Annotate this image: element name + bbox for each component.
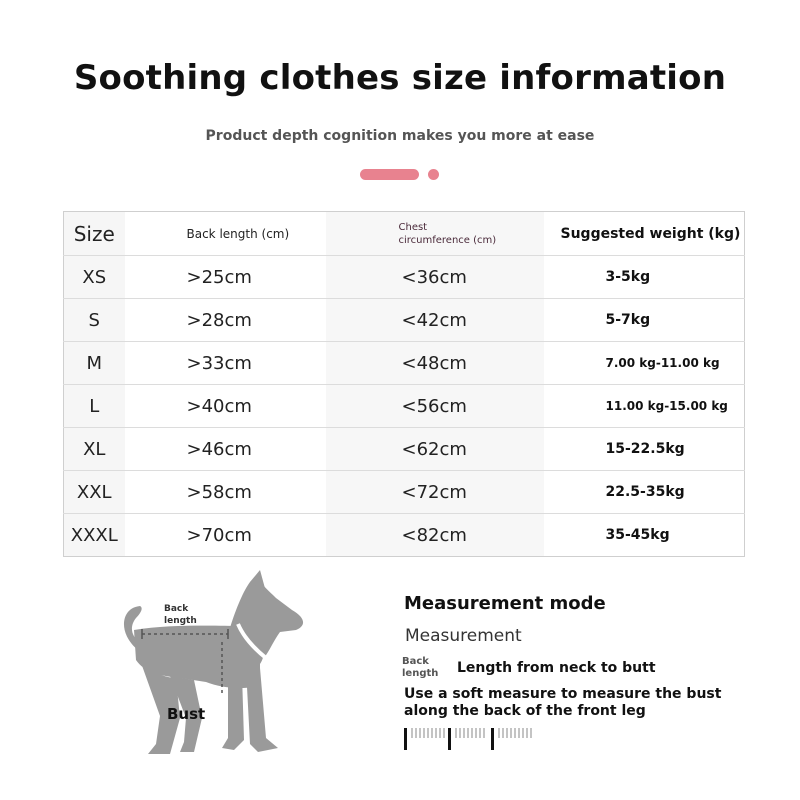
back-length-label: [164, 603, 197, 627]
measurement-length-text: Length from neck to butt: [457, 660, 656, 676]
cell-weight: 35-45kg: [605, 527, 670, 543]
header-back-length: Back length (cm): [125, 212, 326, 256]
table-row: [64, 256, 745, 299]
table-row: [64, 428, 745, 471]
cell-size: L: [64, 385, 125, 428]
cell-back: >70cm: [186, 524, 252, 546]
bust-label: Bust: [167, 705, 206, 723]
cell-size: M: [64, 342, 125, 385]
cell-back: >28cm: [125, 299, 326, 342]
cell-chest: <56cm: [326, 385, 544, 428]
cell-chest: <72cm: [326, 471, 544, 514]
measurement-back-label: [402, 656, 438, 680]
measurement-subtitle: Measurement: [405, 626, 522, 646]
page-title: Soothing clothes size information: [73, 58, 727, 98]
cell-chest: <62cm: [326, 428, 544, 471]
table-row: [64, 342, 745, 385]
cell-size: XXL: [64, 471, 125, 514]
cell-size: XXXL: [64, 514, 125, 557]
cell-size: S: [64, 299, 125, 342]
table-row: [64, 385, 745, 428]
back-length-label-line2: length: [164, 616, 197, 626]
size-table: [63, 211, 745, 557]
cell-back: >46cm: [125, 428, 326, 471]
ruler-icon: [404, 726, 544, 752]
cell-back: >33cm: [125, 342, 326, 385]
cell-chest: <82cm: [326, 514, 544, 557]
cell-size: XL: [64, 428, 125, 471]
table-row: [64, 514, 745, 557]
accent-pill: [360, 169, 419, 180]
cell-weight-text: 3-5kg: [605, 269, 651, 285]
measurement-bust-text: Use a soft measure to measure the bust along the back of the front leg: [404, 686, 722, 719]
measurement-title: Measurement mode: [404, 593, 606, 614]
table-row: [64, 471, 745, 514]
header-size: Size: [64, 212, 125, 256]
cell-back: >40cm: [125, 385, 326, 428]
header-chest-line2: circumference (cm): [398, 234, 497, 246]
cell-chest: <36cm: [326, 256, 544, 299]
cell-chest: <42cm: [326, 299, 544, 342]
header-chest-line1: Chest: [398, 221, 428, 233]
measurement-back-line1: Back: [402, 656, 429, 667]
cell-weight: 15-22.5kg: [544, 428, 745, 471]
page-subtitle: Product depth cognition makes you more at ease: [205, 128, 595, 144]
cell-weight: 11.00 kg-15.00 kg: [544, 385, 745, 428]
table-header-row: [64, 212, 745, 256]
cell-back: >25cm: [125, 256, 326, 299]
cell-back: >58cm: [125, 471, 326, 514]
cell-weight: 22.5-35kg: [544, 471, 745, 514]
header-chest: [326, 212, 544, 256]
dog-silhouette-icon: [110, 568, 360, 768]
measurement-back-line2: length: [402, 668, 439, 679]
cell-size: XS: [64, 256, 125, 299]
cell-weight: 5-7kg: [544, 299, 745, 342]
cell-chest: <48cm: [326, 342, 544, 385]
cell-weight: [544, 256, 745, 299]
cell-weight: 7.00 kg-11.00 kg: [544, 342, 745, 385]
accent-dot: [428, 169, 439, 180]
back-length-label-line1: Back: [164, 604, 189, 614]
table-row: [64, 299, 745, 342]
header-weight: Suggested weight (kg): [544, 212, 745, 256]
